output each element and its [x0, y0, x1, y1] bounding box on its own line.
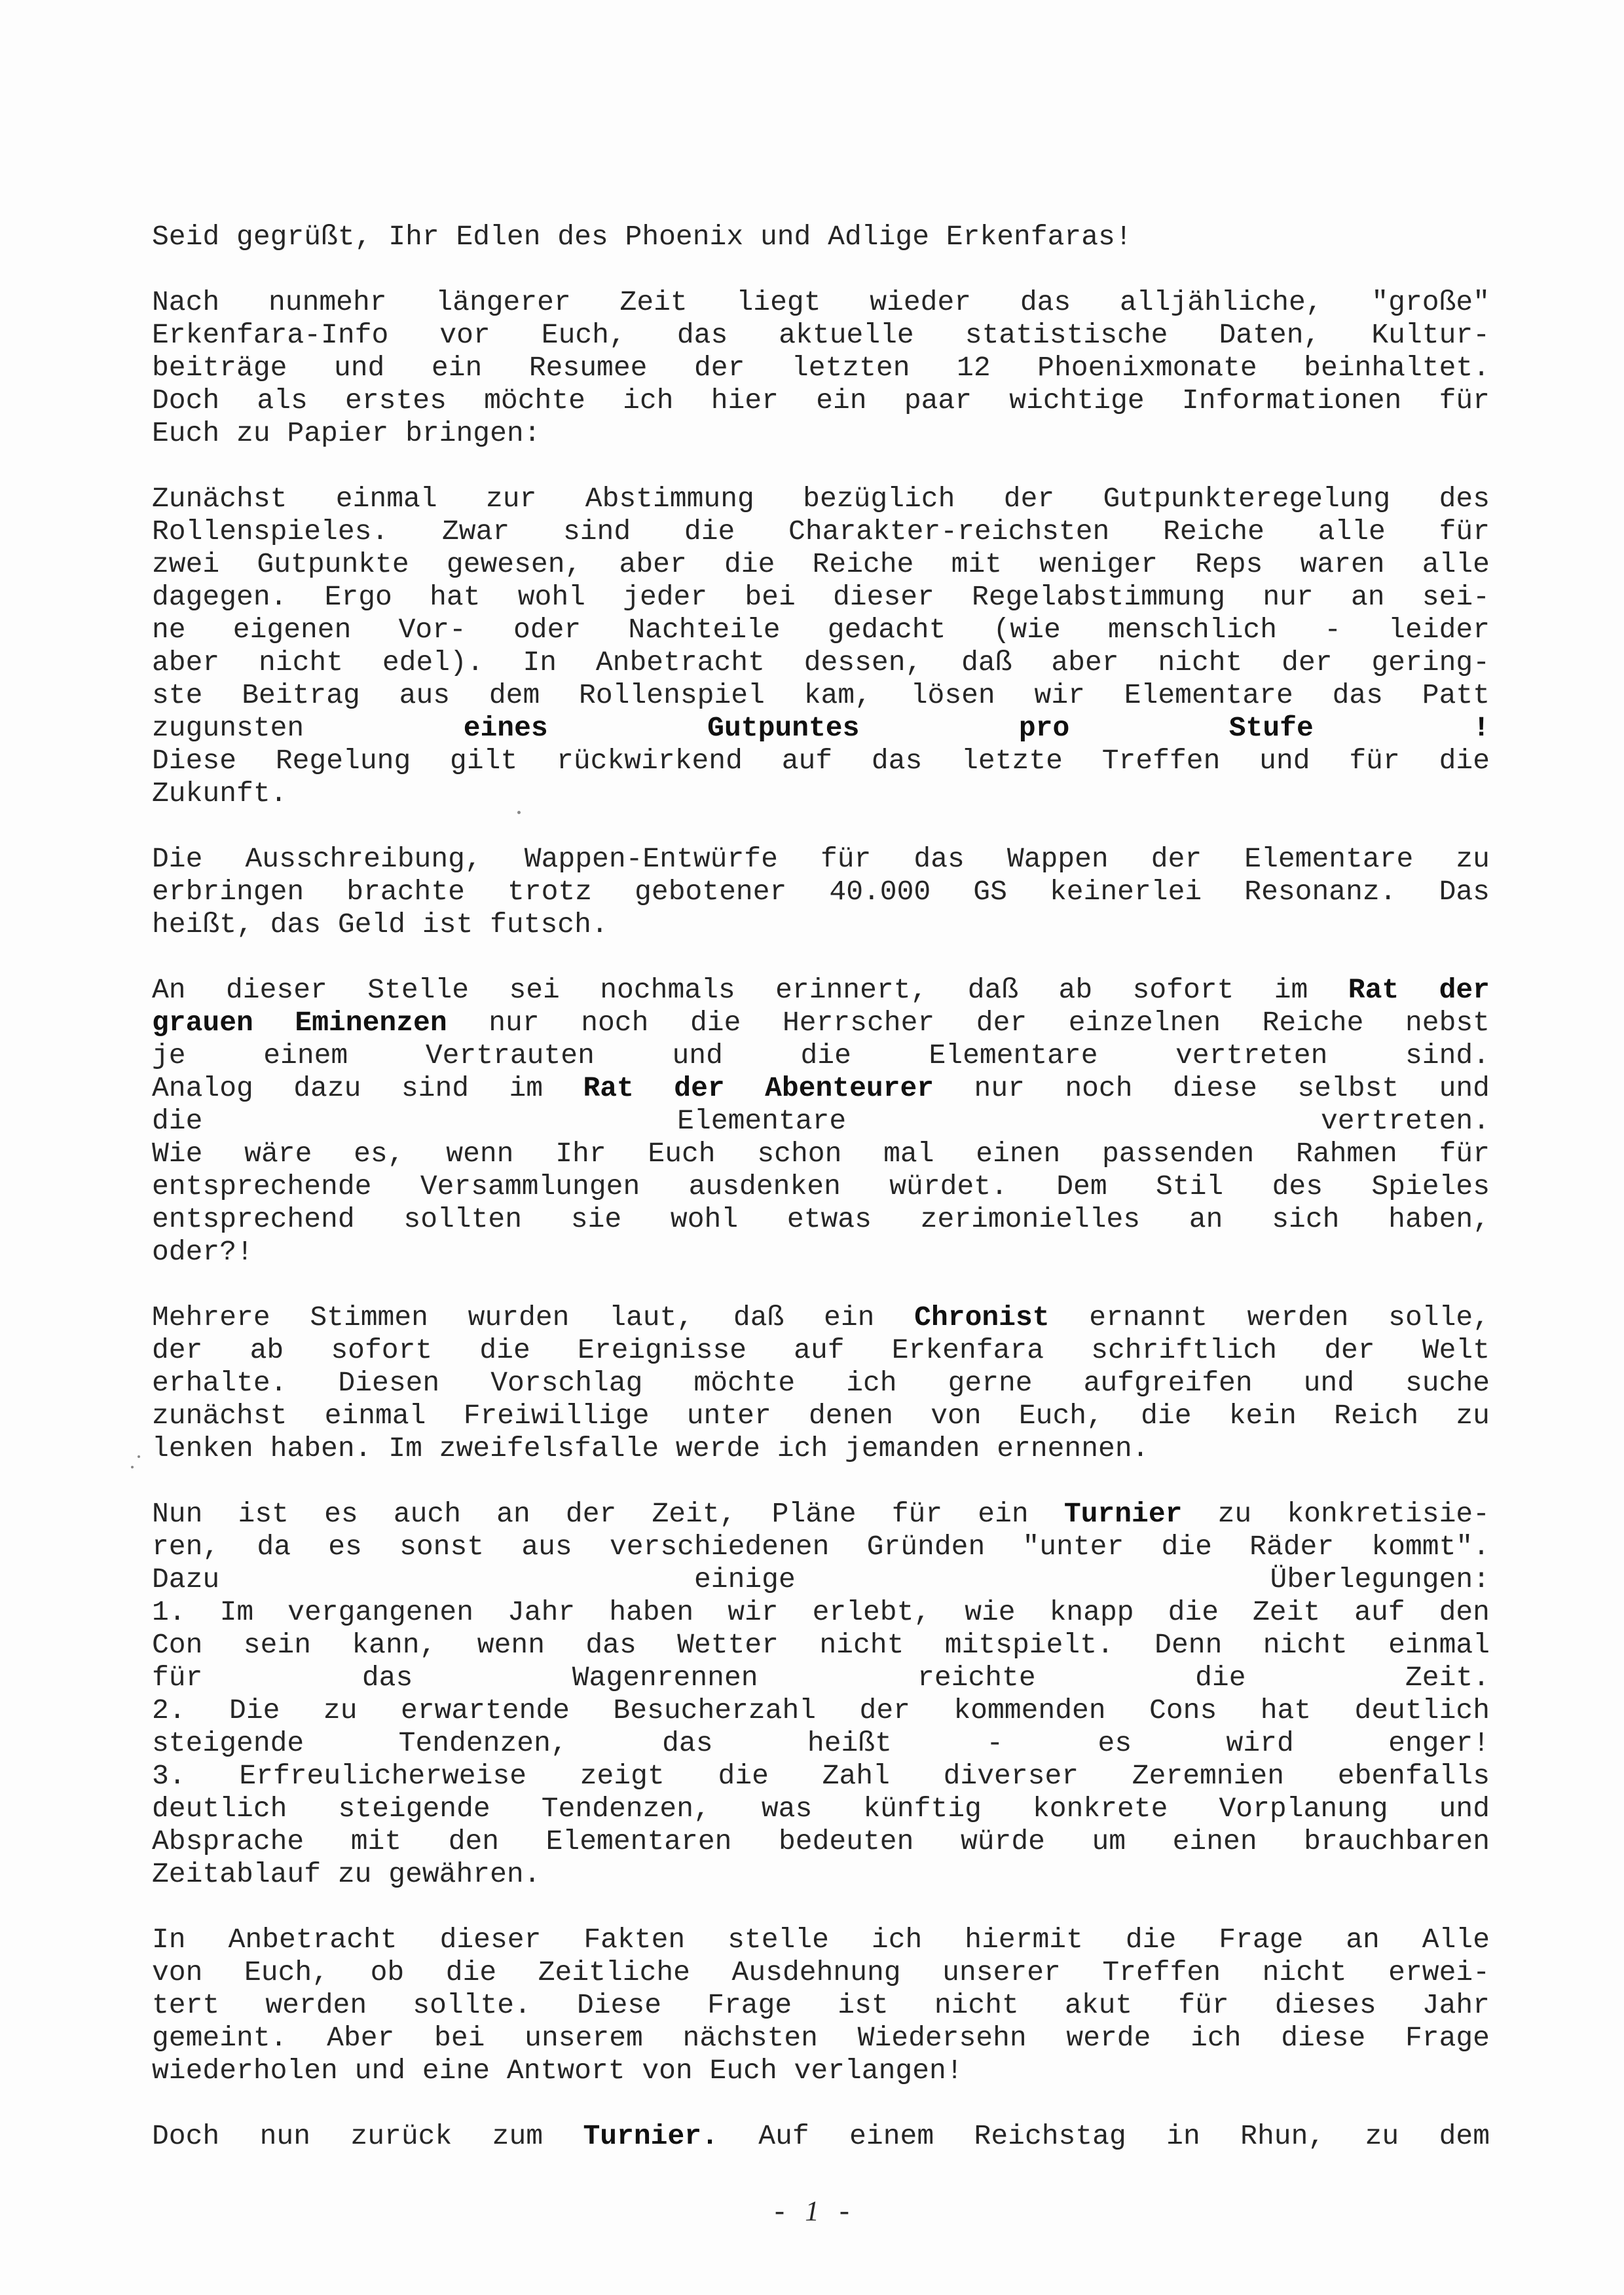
page-number-value: 1 — [805, 2196, 819, 2227]
text-segment: Die Ausschreibung, Wappen-Entwürfe für das Wappen der Elementare zu — [152, 843, 1490, 875]
emphasized-text: grauen Eminenzen — [152, 1007, 447, 1039]
paragraph — [152, 2120, 1490, 2153]
text-segment: dagegen. Ergo hat wohl jeder bei dieser Regelabstimmung nur an sei- — [152, 581, 1490, 613]
text-segment: Dazu einige Überlegungen: — [152, 1563, 1490, 1595]
page-number — [0, 2195, 1624, 2230]
text-line — [152, 908, 1490, 941]
paragraph — [152, 974, 1490, 1269]
text-segment: Mehrere Stimmen wurden laut, daß ein — [152, 1301, 915, 1334]
text-segment: deutlich steigende Tendenzen, was künftig konkrete Vorplanung und — [152, 1793, 1490, 1825]
text-segment: oder?! — [152, 1236, 253, 1268]
text-segment: erbringen brachte trotz gebotener 40.000 GS keinerlei Resonanz. Das — [152, 876, 1490, 908]
text-line — [152, 1367, 1490, 1400]
text-segment: heißt, das Geld ist futsch. — [152, 908, 608, 941]
text-segment: Con sein kann, wenn das Wetter nicht mitspielt. Denn nicht einmal — [152, 1629, 1490, 1661]
text-segment: erhalte. Diesen Vorschlag möchte ich gerne aufgreifen und suche — [152, 1367, 1490, 1399]
paragraph — [152, 843, 1490, 941]
text-segment: je einem Vertrauten und die Elementare vertreten sind. — [152, 1039, 1490, 1072]
text-line — [152, 384, 1490, 417]
text-line — [152, 646, 1490, 679]
text-segment: zunächst einmal Freiwillige unter denen von Euch, die kein Reich zu — [152, 1400, 1490, 1432]
emphasized-text: Turnier — [1063, 1498, 1183, 1530]
text-line — [152, 1694, 1490, 1727]
text-line — [152, 352, 1490, 384]
text-line — [152, 1956, 1490, 1989]
paragraph — [152, 1498, 1490, 1891]
text-line — [152, 1498, 1490, 1531]
text-segment: lenken haben. Im zweifelsfalle werde ich jemanden ernennen. — [152, 1432, 1149, 1465]
text-segment: ernannt werden solle, — [1049, 1301, 1490, 1334]
page-number-prefix: - — [771, 2197, 805, 2229]
text-line — [152, 1825, 1490, 1858]
text-segment: An dieser Stelle sei nochmals erinnert, daß ab sofort im — [152, 974, 1348, 1006]
text-line — [152, 712, 1490, 745]
text-line — [152, 1793, 1490, 1825]
text-line — [152, 2120, 1490, 2153]
text-line — [152, 1760, 1490, 1793]
text-line — [152, 2022, 1490, 2055]
text-line — [152, 417, 1490, 450]
text-segment: Analog dazu sind im — [152, 1072, 583, 1104]
text-segment: ren, da es sonst aus verschiedenen Gründen "unter die Räder kommt". — [152, 1531, 1490, 1563]
text-line — [152, 1596, 1490, 1629]
text-line — [152, 1432, 1490, 1465]
text-line — [152, 1400, 1490, 1432]
text-line — [152, 1072, 1490, 1105]
text-line — [152, 1563, 1490, 1596]
text-line — [152, 1924, 1490, 1956]
text-segment: Nun ist es auch an der Zeit, Pläne für ein — [152, 1498, 1064, 1530]
text-line — [152, 221, 1490, 253]
text-line — [152, 1662, 1490, 1694]
text-segment: Seid gegrüßt, Ihr Edlen des Phoenix und Adlige Erkenfaras! — [152, 221, 1132, 253]
text-segment: ste Beitrag aus dem Rollenspiel kam, lösen wir Elementare das Patt — [152, 679, 1490, 711]
text-line — [152, 876, 1490, 908]
text-line — [152, 1236, 1490, 1269]
text-segment: steigende Tendenzen, das heißt - es wird enger! — [152, 1727, 1490, 1759]
text-segment: Doch nun zurück zum — [152, 2120, 583, 2152]
paragraph — [152, 483, 1490, 810]
paragraph — [152, 286, 1490, 450]
emphasized-text: Rat der Abenteurer — [583, 1072, 934, 1104]
text-segment: zu konkretisie- — [1182, 1498, 1490, 1530]
emphasized-text: eines Gutpuntes pro Stufe ! — [463, 712, 1490, 744]
text-line — [152, 1858, 1490, 1891]
text-segment: von Euch, ob die Zeitliche Ausdehnung unserer Treffen nicht erwei- — [152, 1956, 1490, 1988]
emphasized-text: Chronist — [914, 1301, 1050, 1334]
letter-body — [152, 221, 1490, 2186]
emphasized-text: Turnier. — [583, 2120, 718, 2152]
text-segment: entsprechende Versammlungen ausdenken würdet. Dem Stil des Spieles — [152, 1170, 1490, 1203]
text-segment: Zunächst einmal zur Abstimmung bezüglich der Gutpunkteregelung des — [152, 483, 1490, 515]
paragraph — [152, 221, 1490, 253]
text-segment: Zeitablauf zu gewähren. — [152, 1858, 541, 1890]
text-segment: aber nicht edel). In Anbetracht dessen, daß aber nicht der gering- — [152, 646, 1490, 679]
text-segment: Diese Regelung gilt rückwirkend auf das letzte Treffen und für die — [152, 745, 1490, 777]
text-segment: Euch zu Papier bringen: — [152, 417, 541, 449]
text-line — [152, 1039, 1490, 1072]
text-segment: ne eigenen Vor- oder Nachteile gedacht (wie menschlich - leider — [152, 614, 1490, 646]
text-line — [152, 745, 1490, 777]
text-line — [152, 1531, 1490, 1563]
text-segment: Wie wäre es, wenn Ihr Euch schon mal einen passenden Rahmen für — [152, 1138, 1490, 1170]
text-line — [152, 777, 1490, 810]
text-line — [152, 1105, 1490, 1138]
text-segment: der ab sofort die Ereignisse auf Erkenfara schriftlich der Welt — [152, 1334, 1490, 1366]
text-segment: 3. Erfreulicherweise zeigt die Zahl diverser Zeremnien ebenfalls — [152, 1760, 1490, 1792]
text-line — [152, 515, 1490, 548]
page-number-suffix: - — [819, 2197, 853, 2229]
text-line — [152, 581, 1490, 614]
scan-speck — [517, 811, 521, 814]
text-segment: für das Wagenrennen reichte die Zeit. — [152, 1662, 1490, 1694]
text-line — [152, 548, 1490, 581]
emphasized-text: Rat der — [1348, 974, 1490, 1006]
text-segment: 2. Die zu erwartende Besucherzahl der kommenden Cons hat deutlich — [152, 1694, 1490, 1726]
text-line — [152, 679, 1490, 712]
text-segment: Absprache mit den Elementaren bedeuten würde um einen brauchbaren — [152, 1825, 1490, 1857]
text-line — [152, 614, 1490, 646]
text-segment: nur noch die Herrscher der einzelnen Reiche nebst — [447, 1007, 1490, 1039]
text-line — [152, 1138, 1490, 1170]
text-segment: Zukunft. — [152, 777, 287, 810]
text-line — [152, 1629, 1490, 1662]
text-line — [152, 286, 1490, 319]
text-segment: Doch als erstes möchte ich hier ein paar wichtige Informationen für — [152, 384, 1490, 417]
text-segment: wiederholen und eine Antwort von Euch verlangen! — [152, 2055, 963, 2087]
text-line — [152, 1203, 1490, 1236]
text-segment: gemeint. Aber bei unserem nächsten Wiedersehn werde ich diese Frage — [152, 2022, 1490, 2054]
text-line — [152, 483, 1490, 515]
text-segment: tert werden sollte. Diese Frage ist nicht akut für dieses Jahr — [152, 1989, 1490, 2021]
text-segment: nur noch diese selbst und — [934, 1072, 1490, 1104]
text-line — [152, 1727, 1490, 1760]
text-segment: entsprechend sollten sie wohl etwas zerimonielles an sich haben, — [152, 1203, 1490, 1235]
text-line — [152, 2055, 1490, 2087]
text-segment: Nach nunmehr längerer Zeit liegt wieder das alljähliche, "große" — [152, 286, 1490, 318]
text-line — [152, 1301, 1490, 1334]
text-segment: 1. Im vergangenen Jahr haben wir erlebt, wie knapp die Zeit auf den — [152, 1596, 1490, 1628]
text-segment: zugunsten — [152, 712, 464, 744]
text-line — [152, 1170, 1490, 1203]
text-segment: Auf einem Reichstag in Rhun, zu dem — [718, 2120, 1490, 2152]
text-line — [152, 843, 1490, 876]
text-line — [152, 1007, 1490, 1039]
scan-speck — [131, 1466, 134, 1468]
text-segment: beiträge und ein Resumee der letzten 12 Phoenixmonate beinhaltet. — [152, 352, 1490, 384]
paragraph — [152, 1301, 1490, 1465]
scan-speck — [138, 1455, 140, 1458]
text-line — [152, 1989, 1490, 2022]
paragraph — [152, 1924, 1490, 2087]
text-line — [152, 974, 1490, 1007]
text-line — [152, 319, 1490, 352]
text-segment: Rollenspieles. Zwar sind die Charakter-reichsten Reiche alle für — [152, 515, 1490, 548]
text-segment: zwei Gutpunkte gewesen, aber die Reiche mit weniger Reps waren alle — [152, 548, 1490, 580]
text-segment: die Elementare vertreten. — [152, 1105, 1490, 1137]
text-segment: In Anbetracht dieser Fakten stelle ich hiermit die Frage an Alle — [152, 1924, 1490, 1956]
text-segment: Erkenfara-Info vor Euch, das aktuelle statistische Daten, Kultur- — [152, 319, 1490, 351]
text-line — [152, 1334, 1490, 1367]
